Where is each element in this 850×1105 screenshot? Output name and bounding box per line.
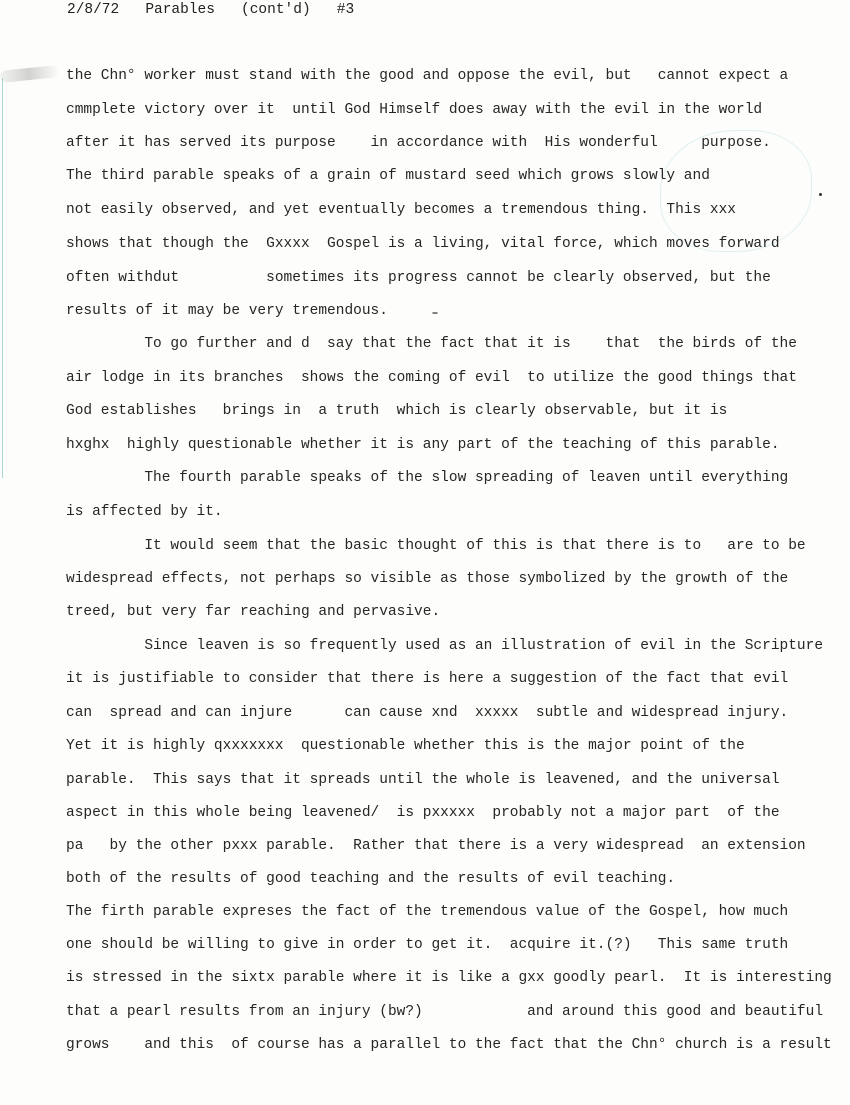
text-line: The third parable speaks of a grain of mustard seed which grows slowly and [66, 168, 710, 184]
ink-mark [432, 312, 438, 314]
text-line: results of it may be very tremendous. [66, 303, 388, 319]
margin-line [2, 78, 3, 478]
text-line: shows that though the Gxxxx Gospel is a living, vital force, which moves forward [66, 236, 780, 252]
text-line: the Chn° worker must stand with the good and oppose the evil, but cannot expect a [66, 68, 789, 84]
text-line: Since leaven is so frequently used as an illustration of evil in the Scripture [66, 638, 824, 654]
text-line: treed, but very far reaching and pervasive. [66, 604, 441, 620]
text-line: The fourth parable speaks of the slow spreading of leaven until everything [66, 470, 789, 486]
text-line: Yet it is highly qxxxxxxx questionable whether this is the major point of the [66, 738, 745, 754]
page-header: 2/8/72 Parables (cont'd) #3 [67, 2, 355, 18]
text-line: parable. This says that it spreads until the whole is leavened, and the universal [66, 772, 780, 788]
text-line: often withdut sometimes its progress cannot be clearly observed, but the [66, 270, 771, 286]
text-line: both of the results of good teaching and the results of evil teaching. [66, 871, 676, 887]
text-line: can spread and can injure can cause xnd xxxxx subtle and widespread injury. [66, 705, 789, 721]
text-line: To go further and d say that the fact that it is that the birds of the [66, 336, 797, 352]
ink-dot [819, 193, 822, 196]
text-line: it is justifiable to consider that there is here a suggestion of the fact that evil [66, 671, 789, 687]
text-line: hxghx highly questionable whether it is any part of the teaching of this parable. [66, 437, 780, 453]
text-line: aspect in this whole being leavened/ is pxxxxx probably not a major part of the [66, 805, 780, 821]
text-line: that a pearl results from an injury (bw?) and around this good and beautiful [66, 1004, 824, 1020]
text-line: cmmplete victory over it until God Himself does away with the evil in the world [66, 102, 763, 118]
ink-smudge [0, 65, 58, 83]
text-line: pa by the other pxxx parable. Rather that there is a very widespread an extension [66, 838, 806, 854]
text-line: grows and this of course has a parallel to the fact that the Chn° church is a result [66, 1037, 832, 1053]
text-line: is affected by it. [66, 504, 223, 520]
text-line: The firth parable expreses the fact of the tremendous value of the Gospel, how much [66, 904, 789, 920]
text-line: one should be willing to give in order to get it. acquire it.(?) This same truth [66, 937, 789, 953]
text-line: after it has served its purpose in accordance with His wonderful purpose. [66, 135, 771, 151]
text-line: air lodge in its branches shows the coming of evil to utilize the good things that [66, 370, 797, 386]
text-line: God establishes brings in a truth which is clearly observable, but it is [66, 403, 728, 419]
text-line: not easily observed, and yet eventually becomes a tremendous thing. This xxx [66, 202, 737, 218]
text-line: widespread effects, not perhaps so visible as those symbolized by the growth of the [66, 571, 789, 587]
text-line: is stressed in the sixtx parable where it is like a gxx goodly pearl. It is interesting [66, 970, 832, 986]
text-line: It would seem that the basic thought of this is that there is to are to be [66, 538, 806, 554]
